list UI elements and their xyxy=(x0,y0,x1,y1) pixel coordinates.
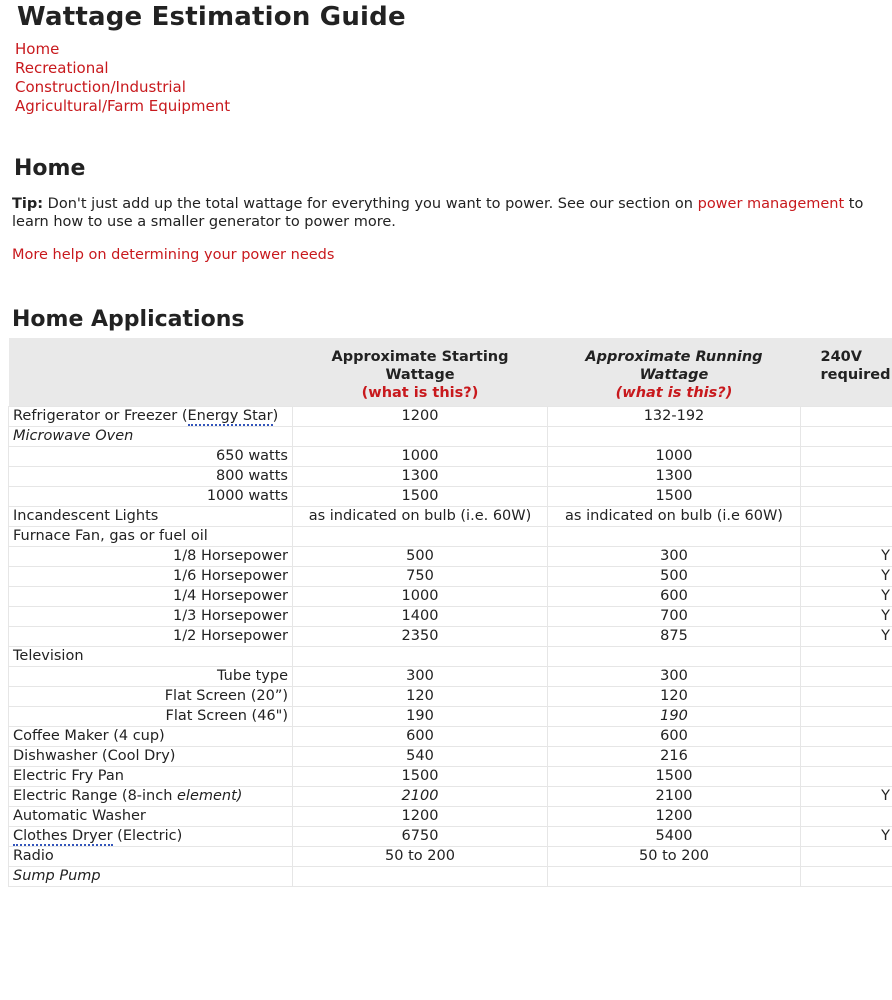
appliance-cell xyxy=(9,747,293,767)
home-heading: Home xyxy=(14,156,86,181)
table-row xyxy=(9,507,892,527)
starting-wattage-cell xyxy=(293,827,548,847)
table-row xyxy=(9,467,892,487)
starting-wattage-value: 300 xyxy=(406,668,434,684)
home-applications-heading: Home Applications xyxy=(12,307,245,332)
appliance-name: 1/2 Horsepower xyxy=(173,628,288,644)
appliance-name: Automatic Washer xyxy=(13,808,146,824)
appliance-cell xyxy=(9,447,293,467)
running-wattage-cell xyxy=(548,787,801,807)
header-starting-label: Approximate Starting Wattage xyxy=(331,349,509,383)
appliance-cell xyxy=(9,507,293,527)
table-row xyxy=(9,787,892,807)
running-wattage-cell xyxy=(548,827,801,847)
appliance-name-suffix: (Electric) xyxy=(112,828,183,844)
starting-wattage-value: 1200 xyxy=(401,808,439,824)
header-240v-label: 240V required xyxy=(820,349,891,383)
appliance-name: Radio xyxy=(13,848,54,864)
tip-text-2: to learn how to use a smaller generator to power more. xyxy=(12,196,864,230)
starting-wattage-value: 1500 xyxy=(401,488,439,504)
header-starting xyxy=(293,338,548,407)
appliance-cell xyxy=(9,827,293,847)
requires-240v-value: Y xyxy=(881,788,890,804)
starting-wattage-cell xyxy=(293,567,548,587)
running-wattage-value: 132-192 xyxy=(643,408,705,424)
running-wattage-cell xyxy=(548,667,801,687)
nav-link-construction-industrial[interactable]: Construction/Industrial xyxy=(15,78,186,96)
running-wattage-value: 300 xyxy=(660,668,688,684)
table-row xyxy=(9,487,892,507)
appliance-name: 1000 watts xyxy=(206,488,288,504)
section-nav xyxy=(15,40,230,116)
table-row xyxy=(9,847,892,867)
starting-wattage-value: 1300 xyxy=(401,468,439,484)
appliance-name: Dishwasher (Cool Dry) xyxy=(13,748,176,764)
appliance-name: 1/4 Horsepower xyxy=(173,588,288,604)
requires-240v-cell xyxy=(801,667,892,687)
table-row xyxy=(9,547,892,567)
running-wattage-value: 50 to 200 xyxy=(639,848,709,864)
running-wattage-cell xyxy=(548,767,801,787)
running-wattage-cell xyxy=(548,727,801,747)
starting-wattage-value: 1200 xyxy=(401,408,439,424)
table-row xyxy=(9,707,892,727)
appliance-cell xyxy=(9,727,293,747)
appliance-cell xyxy=(9,567,293,587)
running-wattage-cell xyxy=(548,847,801,867)
running-wattage-cell xyxy=(548,527,801,547)
table-row xyxy=(9,647,892,667)
table-row xyxy=(9,867,892,887)
table-row xyxy=(9,827,892,847)
requires-240v-cell xyxy=(801,767,892,787)
nav-link-recreational[interactable]: Recreational xyxy=(15,59,109,77)
power-management-link[interactable]: power management xyxy=(697,196,845,212)
appliance-name: Flat Screen (20”) xyxy=(164,688,288,704)
starting-wattage-value: 2100 xyxy=(401,788,439,804)
appliance-cell xyxy=(9,527,293,547)
starting-wattage-cell xyxy=(293,627,548,647)
nav-link-agricultural-farm[interactable]: Agricultural/Farm Equipment xyxy=(15,97,231,115)
requires-240v-cell xyxy=(801,567,892,587)
page-title: Wattage Estimation Guide xyxy=(17,2,406,32)
running-wattage-value: as indicated on bulb (i.e 60W) xyxy=(565,508,783,524)
appliance-name: 800 watts xyxy=(216,468,288,484)
requires-240v-cell xyxy=(801,647,892,667)
requires-240v-value: Y xyxy=(881,828,890,844)
running-wattage-cell xyxy=(548,867,801,887)
requires-240v-cell xyxy=(801,447,892,467)
starting-wattage-value: 190 xyxy=(406,708,434,724)
starting-wattage-cell xyxy=(293,807,548,827)
running-wattage-value: 500 xyxy=(660,568,688,584)
starting-wattage-value: 120 xyxy=(406,688,434,704)
requires-240v-cell xyxy=(801,487,892,507)
requires-240v-cell xyxy=(801,407,892,427)
running-wattage-value: 1500 xyxy=(655,768,693,784)
starting-wattage-value: 750 xyxy=(406,568,434,584)
table-row xyxy=(9,687,892,707)
starting-wattage-cell xyxy=(293,487,548,507)
requires-240v-cell xyxy=(801,787,892,807)
more-help-link[interactable]: More help on determining your power needs xyxy=(12,247,335,263)
appliance-cell xyxy=(9,867,293,887)
running-wattage-cell xyxy=(548,807,801,827)
tip-paragraph xyxy=(12,195,872,231)
running-wattage-cell xyxy=(548,627,801,647)
starting-wattage-cell xyxy=(293,427,548,447)
running-wattage-cell xyxy=(548,427,801,447)
appliance-name: 1/8 Horsepower xyxy=(173,548,288,564)
appliance-name: Sump Pump xyxy=(13,868,101,884)
running-wattage-cell xyxy=(548,687,801,707)
starting-wattage-cell xyxy=(293,847,548,867)
requires-240v-cell xyxy=(801,747,892,767)
appliance-name: 650 watts xyxy=(216,448,288,464)
table-row xyxy=(9,807,892,827)
appliance-name-suffix: element) xyxy=(177,788,243,804)
starting-wattage-value: 6750 xyxy=(401,828,439,844)
running-what-is-this-link[interactable]: (what is this?) xyxy=(615,385,733,401)
table-row xyxy=(9,667,892,687)
starting-wattage-value: 1500 xyxy=(401,768,439,784)
appliance-cell xyxy=(9,767,293,787)
appliance-name: Tube type xyxy=(217,668,288,684)
running-wattage-value: 600 xyxy=(660,588,688,604)
table-row xyxy=(9,527,892,547)
appliance-cell xyxy=(9,427,293,447)
requires-240v-cell xyxy=(801,847,892,867)
starting-wattage-cell xyxy=(293,767,548,787)
starting-wattage-cell xyxy=(293,667,548,687)
running-wattage-value: 1500 xyxy=(655,488,693,504)
requires-240v-cell xyxy=(801,607,892,627)
header-running xyxy=(548,338,801,407)
appliance-cell xyxy=(9,807,293,827)
starting-wattage-cell xyxy=(293,407,548,427)
table-row xyxy=(9,407,892,427)
starting-wattage-value: 1400 xyxy=(401,608,439,624)
starting-wattage-value: 540 xyxy=(406,748,434,764)
appliance-cell xyxy=(9,647,293,667)
starting-wattage-value: 2350 xyxy=(401,628,439,644)
appliance-cell xyxy=(9,407,293,427)
running-wattage-value: 190 xyxy=(660,708,688,724)
appliance-cell xyxy=(9,587,293,607)
appliance-cell xyxy=(9,467,293,487)
starting-wattage-value: 600 xyxy=(406,728,434,744)
tip-label: Tip: xyxy=(12,196,44,212)
running-wattage-cell xyxy=(548,707,801,727)
running-wattage-value: 1000 xyxy=(655,448,693,464)
tip-text-1: Don't just add up the total wattage for everything you want to power. See our section on xyxy=(43,196,698,212)
appliance-cell xyxy=(9,847,293,867)
requires-240v-cell xyxy=(801,867,892,887)
starting-wattage-value: as indicated on bulb (i.e. 60W) xyxy=(308,508,532,524)
running-wattage-value: 216 xyxy=(660,748,688,764)
header-appliance xyxy=(9,338,293,407)
appliance-cell xyxy=(9,627,293,647)
running-wattage-value: 1200 xyxy=(655,808,693,824)
appliance-cell xyxy=(9,707,293,727)
table-body xyxy=(9,407,892,887)
requires-240v-cell xyxy=(801,427,892,447)
appliance-cell xyxy=(9,487,293,507)
table-row xyxy=(9,607,892,627)
requires-240v-cell xyxy=(801,547,892,567)
appliance-name: Electric Fry Pan xyxy=(13,768,124,784)
appliance-cell xyxy=(9,607,293,627)
running-wattage-cell xyxy=(548,467,801,487)
appliance-name: Microwave Oven xyxy=(13,428,134,444)
requires-240v-cell xyxy=(801,827,892,847)
running-wattage-cell xyxy=(548,447,801,467)
starting-wattage-cell xyxy=(293,787,548,807)
requires-240v-cell xyxy=(801,507,892,527)
starting-wattage-cell xyxy=(293,747,548,767)
appliance-name-tooltip-term[interactable]: Energy Star xyxy=(187,408,273,424)
header-240v-required xyxy=(801,338,892,407)
running-wattage-cell xyxy=(548,747,801,767)
running-wattage-cell xyxy=(548,647,801,667)
starting-wattage-value: 500 xyxy=(406,548,434,564)
appliance-name: 1/6 Horsepower xyxy=(173,568,288,584)
appliance-name-tooltip-term[interactable]: Clothes Dryer xyxy=(13,828,113,844)
appliance-cell xyxy=(9,547,293,567)
table-row xyxy=(9,447,892,467)
requires-240v-cell xyxy=(801,707,892,727)
starting-wattage-value: 1000 xyxy=(401,588,439,604)
requires-240v-cell xyxy=(801,807,892,827)
wattage-table-wrap xyxy=(8,338,892,1000)
starting-wattage-cell xyxy=(293,587,548,607)
starting-wattage-value: 50 to 200 xyxy=(385,848,455,864)
appliance-name-suffix: ) xyxy=(272,408,279,424)
table-row xyxy=(9,587,892,607)
starting-wattage-cell xyxy=(293,547,548,567)
running-wattage-cell xyxy=(548,407,801,427)
starting-wattage-cell xyxy=(293,527,548,547)
table-row xyxy=(9,627,892,647)
starting-wattage-cell xyxy=(293,727,548,747)
requires-240v-value: Y xyxy=(881,588,890,604)
running-wattage-cell xyxy=(548,547,801,567)
appliance-name: Television xyxy=(13,648,84,664)
header-running-label: Approximate Running Wattage xyxy=(585,349,763,383)
requires-240v-value: Y xyxy=(881,628,890,644)
appliance-name: Flat Screen (46") xyxy=(165,708,288,724)
requires-240v-cell xyxy=(801,687,892,707)
appliance-cell xyxy=(9,687,293,707)
table-row xyxy=(9,747,892,767)
running-wattage-value: 300 xyxy=(660,548,688,564)
starting-wattage-cell xyxy=(293,647,548,667)
running-wattage-value: 120 xyxy=(660,688,688,704)
table-header-row xyxy=(9,338,892,407)
running-wattage-cell xyxy=(548,567,801,587)
nav-link-home[interactable]: Home xyxy=(15,40,60,58)
starting-wattage-cell xyxy=(293,707,548,727)
starting-wattage-cell xyxy=(293,607,548,627)
requires-240v-cell xyxy=(801,527,892,547)
running-wattage-value: 1300 xyxy=(655,468,693,484)
appliance-name: Electric Range (8-inch xyxy=(13,788,178,804)
starting-wattage-value: 1000 xyxy=(401,448,439,464)
table-row xyxy=(9,767,892,787)
requires-240v-cell xyxy=(801,627,892,647)
table-row xyxy=(9,567,892,587)
running-wattage-value: 2100 xyxy=(655,788,693,804)
appliance-name: 1/3 Horsepower xyxy=(173,608,288,624)
running-wattage-value: 875 xyxy=(660,628,688,644)
requires-240v-cell xyxy=(801,587,892,607)
table-row xyxy=(9,427,892,447)
requires-240v-cell xyxy=(801,467,892,487)
wattage-table xyxy=(8,338,892,887)
appliance-name: Incandescent Lights xyxy=(13,508,159,524)
running-wattage-cell xyxy=(548,587,801,607)
running-wattage-value: 600 xyxy=(660,728,688,744)
running-wattage-cell xyxy=(548,607,801,627)
appliance-cell xyxy=(9,667,293,687)
requires-240v-value: Y xyxy=(881,548,890,564)
requires-240v-value: Y xyxy=(881,568,890,584)
starting-what-is-this-link[interactable]: (what is this?) xyxy=(361,385,479,401)
running-wattage-value: 5400 xyxy=(655,828,693,844)
appliance-name: Refrigerator or Freezer ( xyxy=(13,408,188,424)
starting-wattage-cell xyxy=(293,507,548,527)
appliance-cell xyxy=(9,787,293,807)
running-wattage-value: 700 xyxy=(660,608,688,624)
requires-240v-value: Y xyxy=(881,608,890,624)
requires-240v-cell xyxy=(801,727,892,747)
starting-wattage-cell xyxy=(293,447,548,467)
appliance-name: Coffee Maker (4 cup) xyxy=(13,728,165,744)
running-wattage-cell xyxy=(548,507,801,527)
starting-wattage-cell xyxy=(293,467,548,487)
starting-wattage-cell xyxy=(293,687,548,707)
appliance-name: Furnace Fan, gas or fuel oil xyxy=(13,528,208,544)
table-row xyxy=(9,727,892,747)
starting-wattage-cell xyxy=(293,867,548,887)
running-wattage-cell xyxy=(548,487,801,507)
